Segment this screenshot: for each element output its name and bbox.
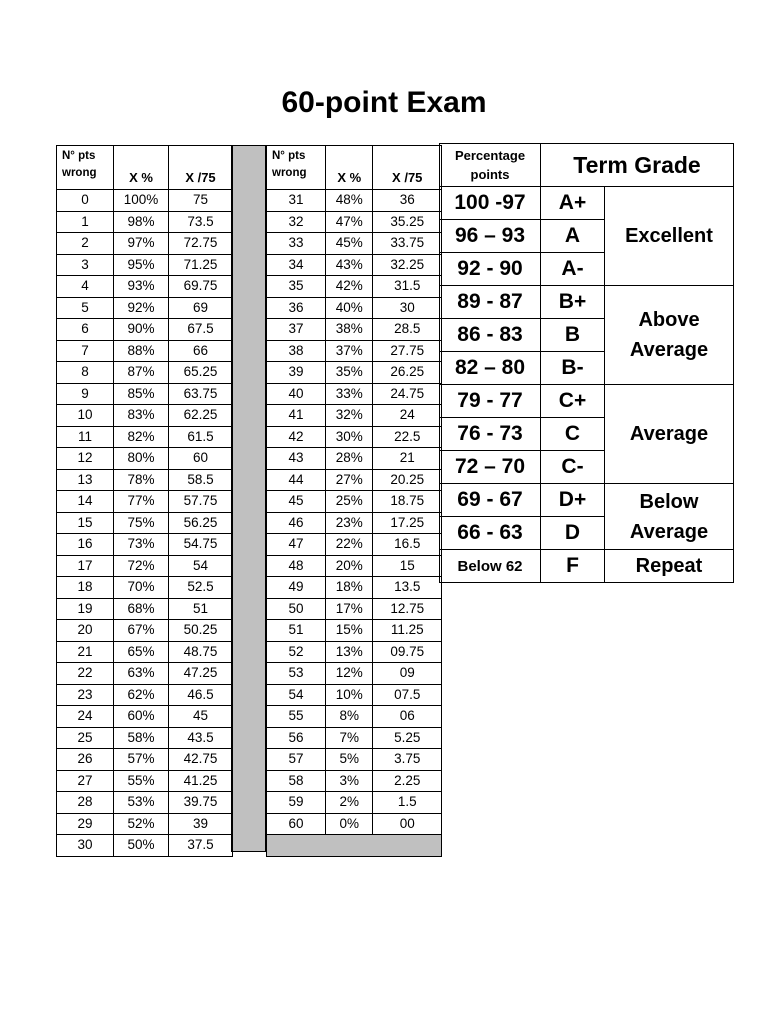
score-row (267, 190, 442, 212)
pts-wrong-cell: 12 (57, 448, 114, 470)
pts-wrong-cell: 60 (267, 813, 326, 835)
pts-wrong-cell: 31 (267, 190, 326, 212)
percent-cell: 38% (326, 319, 373, 341)
grade-range: 96 – 93 (440, 220, 541, 253)
pts-wrong-cell: 3 (57, 254, 114, 276)
pts-wrong-cell: 14 (57, 491, 114, 513)
pts-wrong-cell: 29 (57, 813, 114, 835)
scaled-cell: 00 (373, 813, 442, 835)
percent-cell: 23% (326, 512, 373, 534)
percent-cell: 68% (114, 598, 169, 620)
percent-cell: 13% (326, 641, 373, 663)
score-row (267, 512, 442, 534)
score-row (267, 598, 442, 620)
score-row (267, 813, 442, 835)
header-scaled: X /75 (169, 146, 233, 190)
grade-letter: A+ (541, 187, 605, 220)
pts-wrong-cell: 46 (267, 512, 326, 534)
scaled-cell: 32.25 (373, 254, 442, 276)
scaled-cell: 71.25 (169, 254, 233, 276)
grade-letter: D+ (541, 484, 605, 517)
score-row (267, 555, 442, 577)
grade-letter: B+ (541, 286, 605, 319)
scaled-cell: 69 (169, 297, 233, 319)
pts-wrong-cell: 41 (267, 405, 326, 427)
pts-wrong-cell: 25 (57, 727, 114, 749)
percent-cell: 42% (326, 276, 373, 298)
pts-wrong-cell: 16 (57, 534, 114, 556)
scaled-cell: 67.5 (169, 319, 233, 341)
gray-divider-column (231, 145, 266, 852)
percent-cell: 92% (114, 297, 169, 319)
grade-range: 76 - 73 (440, 418, 541, 451)
pts-wrong-cell: 33 (267, 233, 326, 255)
percent-cell: 93% (114, 276, 169, 298)
grade-letter: D (541, 517, 605, 550)
percent-cell: 43% (326, 254, 373, 276)
grade-range: 72 – 70 (440, 451, 541, 484)
pts-wrong-cell: 9 (57, 383, 114, 405)
percent-cell: 70% (114, 577, 169, 599)
percent-cell: 48% (326, 190, 373, 212)
score-row (267, 641, 442, 663)
score-row (57, 383, 233, 405)
score-row (267, 383, 442, 405)
pts-wrong-cell: 52 (267, 641, 326, 663)
grade-range: Below 62 (440, 550, 541, 583)
score-row (57, 749, 233, 771)
pts-wrong-cell: 38 (267, 340, 326, 362)
scaled-cell: 39.75 (169, 792, 233, 814)
scaled-cell: 21 (373, 448, 442, 470)
score-row (57, 555, 233, 577)
scaled-cell: 48.75 (169, 641, 233, 663)
score-row (57, 362, 233, 384)
scaled-cell: 63.75 (169, 383, 233, 405)
header-percent: X % (326, 146, 373, 190)
percent-cell: 83% (114, 405, 169, 427)
percent-cell: 0% (326, 813, 373, 835)
grade-letter: A- (541, 253, 605, 286)
pts-wrong-cell: 6 (57, 319, 114, 341)
pts-wrong-cell: 44 (267, 469, 326, 491)
header-pts-wrong: N° pts wrong (267, 146, 326, 190)
percent-cell: 10% (326, 684, 373, 706)
percent-cell: 25% (326, 491, 373, 513)
grade-row (440, 550, 734, 583)
grade-range: 92 - 90 (440, 253, 541, 286)
score-table-right (266, 145, 442, 857)
pts-wrong-cell: 13 (57, 469, 114, 491)
scaled-cell: 62.25 (169, 405, 233, 427)
pts-wrong-cell: 23 (57, 684, 114, 706)
scaled-cell: 60 (169, 448, 233, 470)
scaled-cell: 57.75 (169, 491, 233, 513)
score-row (57, 577, 233, 599)
scaled-cell: 37.5 (169, 835, 233, 857)
scaled-cell: 46.5 (169, 684, 233, 706)
percent-cell: 65% (114, 641, 169, 663)
score-row (267, 297, 442, 319)
score-row (267, 684, 442, 706)
score-row (267, 727, 442, 749)
scaled-cell: 66 (169, 340, 233, 362)
score-row (267, 254, 442, 276)
grade-range: 82 – 80 (440, 352, 541, 385)
score-row (57, 512, 233, 534)
percent-cell: 2% (326, 792, 373, 814)
score-row (267, 448, 442, 470)
score-row (57, 319, 233, 341)
scaled-cell: 1.5 (373, 792, 442, 814)
grade-range: 69 - 67 (440, 484, 541, 517)
filler-cell (267, 835, 442, 857)
score-row (267, 620, 442, 642)
scaled-cell: 28.5 (373, 319, 442, 341)
pts-wrong-cell: 27 (57, 770, 114, 792)
pts-wrong-cell: 58 (267, 770, 326, 792)
grade-table (439, 143, 734, 583)
pts-wrong-cell: 20 (57, 620, 114, 642)
score-row (57, 469, 233, 491)
category-above-average: Above Average (605, 286, 734, 385)
header-percent: X % (114, 146, 169, 190)
scaled-cell: 24.75 (373, 383, 442, 405)
percent-cell: 52% (114, 813, 169, 835)
scaled-cell: 47.25 (169, 663, 233, 685)
scaled-cell: 73.5 (169, 211, 233, 233)
percent-cell: 60% (114, 706, 169, 728)
header-percentage-points: Percentage points (440, 144, 541, 187)
score-row (57, 340, 233, 362)
pts-wrong-cell: 22 (57, 663, 114, 685)
header-term-grade: Term Grade (541, 144, 734, 187)
score-row (57, 190, 233, 212)
percent-cell: 35% (326, 362, 373, 384)
scaled-cell: 15 (373, 555, 442, 577)
score-row (267, 534, 442, 556)
score-row (267, 319, 442, 341)
grade-letter: B (541, 319, 605, 352)
scaled-cell: 65.25 (169, 362, 233, 384)
scaled-cell: 42.75 (169, 749, 233, 771)
scaled-cell: 43.5 (169, 727, 233, 749)
score-row (57, 641, 233, 663)
grade-letter: F (541, 550, 605, 583)
scaled-cell: 51 (169, 598, 233, 620)
category-average: Average (605, 385, 734, 484)
percent-cell: 73% (114, 534, 169, 556)
percent-cell: 85% (114, 383, 169, 405)
percent-cell: 27% (326, 469, 373, 491)
score-row (57, 405, 233, 427)
pts-wrong-cell: 17 (57, 555, 114, 577)
score-row (57, 663, 233, 685)
percent-cell: 77% (114, 491, 169, 513)
scaled-cell: 69.75 (169, 276, 233, 298)
scaled-cell: 07.5 (373, 684, 442, 706)
score-table-left (56, 145, 233, 857)
score-row (267, 211, 442, 233)
scaled-cell: 11.25 (373, 620, 442, 642)
page-title: 60-point Exam (281, 86, 487, 119)
pts-wrong-cell: 5 (57, 297, 114, 319)
scaled-cell: 54.75 (169, 534, 233, 556)
score-row (57, 727, 233, 749)
pts-wrong-cell: 56 (267, 727, 326, 749)
score-row (57, 792, 233, 814)
percent-cell: 47% (326, 211, 373, 233)
pts-wrong-cell: 19 (57, 598, 114, 620)
percent-cell: 78% (114, 469, 169, 491)
grade-letter: A (541, 220, 605, 253)
percent-cell: 32% (326, 405, 373, 427)
score-row (267, 405, 442, 427)
score-row (57, 813, 233, 835)
pts-wrong-cell: 11 (57, 426, 114, 448)
score-row (57, 684, 233, 706)
percent-cell: 3% (326, 770, 373, 792)
pts-wrong-cell: 15 (57, 512, 114, 534)
scaled-cell: 18.75 (373, 491, 442, 513)
score-row (57, 706, 233, 728)
pts-wrong-cell: 36 (267, 297, 326, 319)
scaled-cell: 27.75 (373, 340, 442, 362)
percent-cell: 82% (114, 426, 169, 448)
percent-cell: 33% (326, 383, 373, 405)
scaled-cell: 36 (373, 190, 442, 212)
scaled-cell: 06 (373, 706, 442, 728)
pts-wrong-cell: 8 (57, 362, 114, 384)
scaled-cell: 2.25 (373, 770, 442, 792)
grade-letter: C (541, 418, 605, 451)
scaled-cell: 26.25 (373, 362, 442, 384)
percent-cell: 17% (326, 598, 373, 620)
header-scaled: X /75 (373, 146, 442, 190)
scaled-cell: 50.25 (169, 620, 233, 642)
percent-cell: 22% (326, 534, 373, 556)
pts-wrong-cell: 47 (267, 534, 326, 556)
pts-wrong-cell: 45 (267, 491, 326, 513)
percent-cell: 40% (326, 297, 373, 319)
score-row (267, 469, 442, 491)
score-row (267, 362, 442, 384)
percent-cell: 100% (114, 190, 169, 212)
pts-wrong-cell: 37 (267, 319, 326, 341)
pts-wrong-cell: 35 (267, 276, 326, 298)
percent-cell: 98% (114, 211, 169, 233)
scaled-cell: 75 (169, 190, 233, 212)
scaled-cell: 35.25 (373, 211, 442, 233)
scaled-cell: 20.25 (373, 469, 442, 491)
percent-cell: 62% (114, 684, 169, 706)
pts-wrong-cell: 49 (267, 577, 326, 599)
pts-wrong-cell: 0 (57, 190, 114, 212)
percent-cell: 55% (114, 770, 169, 792)
percent-cell: 18% (326, 577, 373, 599)
pts-wrong-cell: 59 (267, 792, 326, 814)
scaled-cell: 16.5 (373, 534, 442, 556)
score-row (57, 598, 233, 620)
pts-wrong-cell: 7 (57, 340, 114, 362)
score-row (267, 276, 442, 298)
percent-cell: 53% (114, 792, 169, 814)
pts-wrong-cell: 51 (267, 620, 326, 642)
score-header-row (57, 146, 233, 190)
scaled-cell: 56.25 (169, 512, 233, 534)
scaled-cell: 30 (373, 297, 442, 319)
scaled-cell: 52.5 (169, 577, 233, 599)
score-row (57, 233, 233, 255)
percent-cell: 50% (114, 835, 169, 857)
score-row (267, 426, 442, 448)
category-excellent: Excellent (605, 187, 734, 286)
percent-cell: 5% (326, 749, 373, 771)
header-pts-wrong: N° pts wrong (57, 146, 114, 190)
scaled-cell: 33.75 (373, 233, 442, 255)
score-row (267, 749, 442, 771)
score-row (267, 340, 442, 362)
percent-cell: 63% (114, 663, 169, 685)
pts-wrong-cell: 26 (57, 749, 114, 771)
grade-letter: B- (541, 352, 605, 385)
scaled-cell: 13.5 (373, 577, 442, 599)
scaled-cell: 24 (373, 405, 442, 427)
pts-wrong-cell: 54 (267, 684, 326, 706)
scaled-cell: 31.5 (373, 276, 442, 298)
pts-wrong-cell: 57 (267, 749, 326, 771)
pts-wrong-cell: 55 (267, 706, 326, 728)
score-row (57, 297, 233, 319)
scaled-cell: 61.5 (169, 426, 233, 448)
filler-row (267, 835, 442, 857)
pts-wrong-cell: 28 (57, 792, 114, 814)
scaled-cell: 41.25 (169, 770, 233, 792)
scaled-cell: 45 (169, 706, 233, 728)
score-row (57, 620, 233, 642)
percent-cell: 75% (114, 512, 169, 534)
percent-cell: 97% (114, 233, 169, 255)
grade-row (440, 286, 734, 319)
category-repeat: Repeat (605, 550, 734, 583)
percent-cell: 72% (114, 555, 169, 577)
grade-letter: C+ (541, 385, 605, 418)
category-below-average: Below Average (605, 484, 734, 550)
pts-wrong-cell: 1 (57, 211, 114, 233)
percent-cell: 15% (326, 620, 373, 642)
scaled-cell: 58.5 (169, 469, 233, 491)
score-row (267, 770, 442, 792)
scaled-cell: 09.75 (373, 641, 442, 663)
grade-range: 66 - 63 (440, 517, 541, 550)
score-row (267, 792, 442, 814)
scaled-cell: 39 (169, 813, 233, 835)
pts-wrong-cell: 42 (267, 426, 326, 448)
score-row (57, 835, 233, 857)
score-row (267, 577, 442, 599)
grade-header-row (440, 144, 734, 187)
percent-cell: 45% (326, 233, 373, 255)
pts-wrong-cell: 18 (57, 577, 114, 599)
pts-wrong-cell: 40 (267, 383, 326, 405)
pts-wrong-cell: 24 (57, 706, 114, 728)
scaled-cell: 12.75 (373, 598, 442, 620)
percent-cell: 67% (114, 620, 169, 642)
score-row (267, 233, 442, 255)
grade-range: 86 - 83 (440, 319, 541, 352)
pts-wrong-cell: 53 (267, 663, 326, 685)
pts-wrong-cell: 48 (267, 555, 326, 577)
percent-cell: 87% (114, 362, 169, 384)
grade-row (440, 187, 734, 220)
score-row (57, 276, 233, 298)
grade-range: 100 -97 (440, 187, 541, 220)
pts-wrong-cell: 4 (57, 276, 114, 298)
percent-cell: 80% (114, 448, 169, 470)
grade-row (440, 385, 734, 418)
scaled-cell: 09 (373, 663, 442, 685)
scaled-cell: 54 (169, 555, 233, 577)
percent-cell: 8% (326, 706, 373, 728)
grade-row (440, 484, 734, 517)
percent-cell: 90% (114, 319, 169, 341)
score-row (267, 706, 442, 728)
scaled-cell: 22.5 (373, 426, 442, 448)
score-row (267, 663, 442, 685)
score-row (57, 770, 233, 792)
pts-wrong-cell: 30 (57, 835, 114, 857)
percent-cell: 58% (114, 727, 169, 749)
pts-wrong-cell: 21 (57, 641, 114, 663)
score-row (57, 211, 233, 233)
grade-letter: C- (541, 451, 605, 484)
pts-wrong-cell: 39 (267, 362, 326, 384)
pts-wrong-cell: 32 (267, 211, 326, 233)
percent-cell: 7% (326, 727, 373, 749)
pts-wrong-cell: 34 (267, 254, 326, 276)
score-row (57, 534, 233, 556)
pts-wrong-cell: 2 (57, 233, 114, 255)
score-header-row (267, 146, 442, 190)
percent-cell: 28% (326, 448, 373, 470)
percent-cell: 95% (114, 254, 169, 276)
score-row (57, 426, 233, 448)
score-row (267, 491, 442, 513)
pts-wrong-cell: 43 (267, 448, 326, 470)
scaled-cell: 17.25 (373, 512, 442, 534)
grade-range: 79 - 77 (440, 385, 541, 418)
scaled-cell: 3.75 (373, 749, 442, 771)
percent-cell: 57% (114, 749, 169, 771)
percent-cell: 88% (114, 340, 169, 362)
percent-cell: 37% (326, 340, 373, 362)
percent-cell: 12% (326, 663, 373, 685)
score-row (57, 448, 233, 470)
percent-cell: 20% (326, 555, 373, 577)
scaled-cell: 72.75 (169, 233, 233, 255)
pts-wrong-cell: 10 (57, 405, 114, 427)
scaled-cell: 5.25 (373, 727, 442, 749)
score-row (57, 491, 233, 513)
score-row (57, 254, 233, 276)
pts-wrong-cell: 50 (267, 598, 326, 620)
percent-cell: 30% (326, 426, 373, 448)
grade-range: 89 - 87 (440, 286, 541, 319)
